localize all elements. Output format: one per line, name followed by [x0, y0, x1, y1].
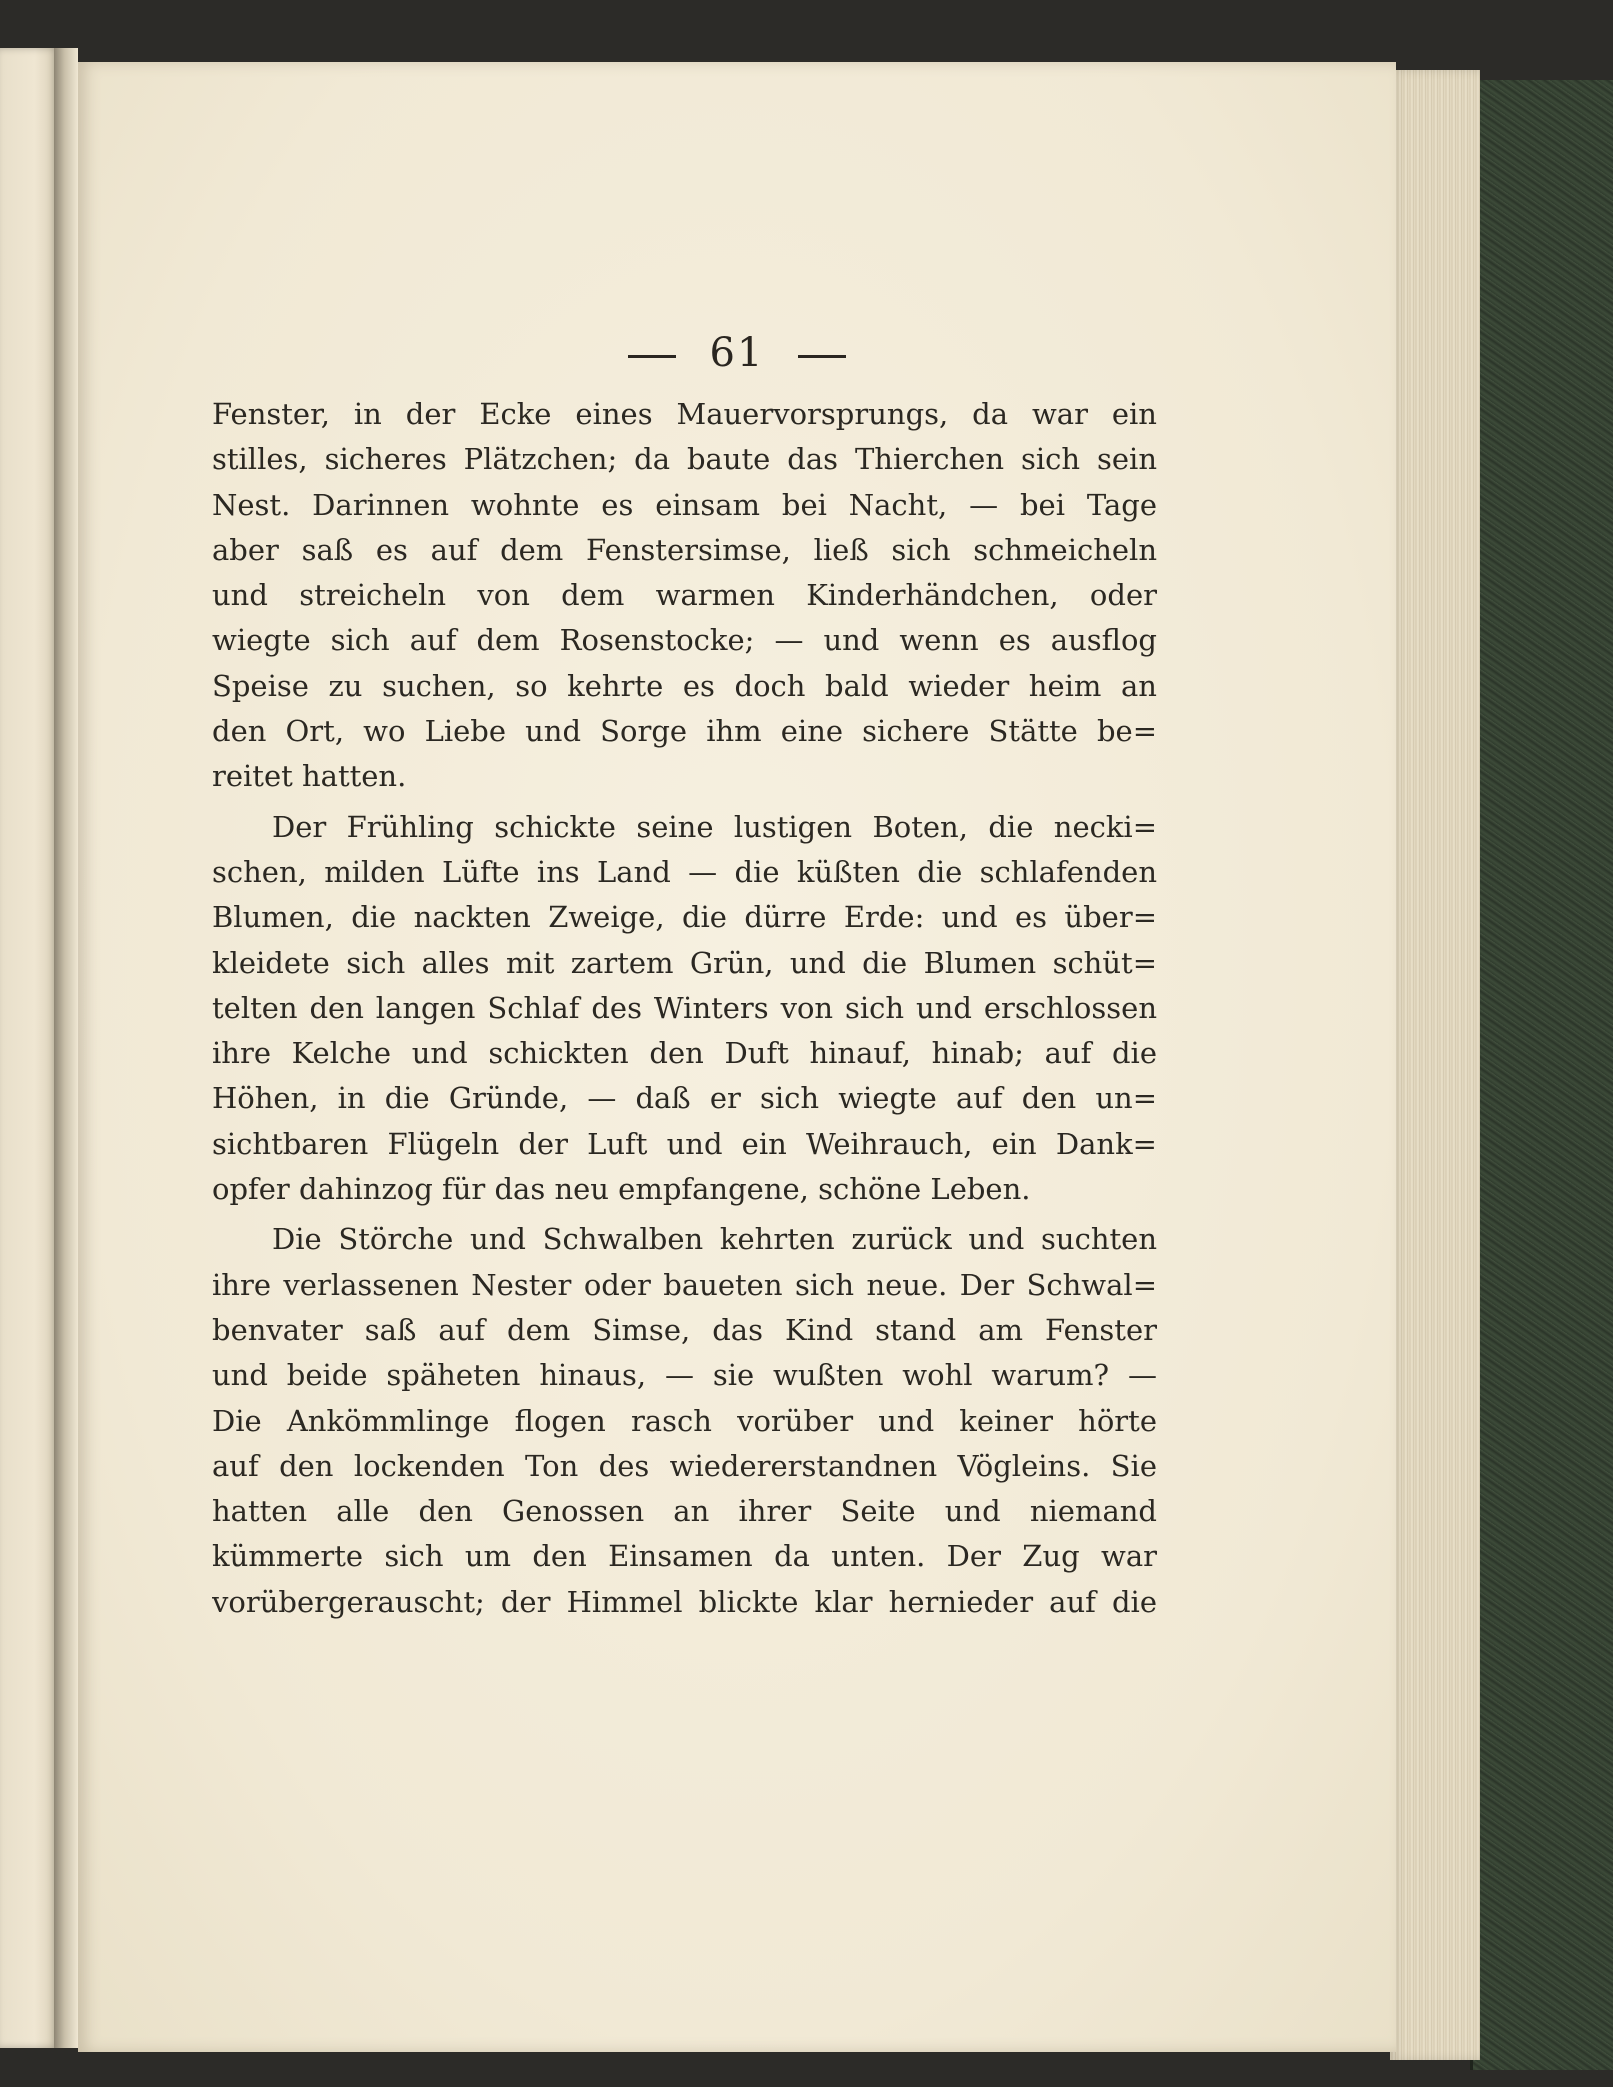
page-block-edges [1390, 70, 1480, 2060]
text-line: vorübergerauscht; der Himmel blickte klar hernieder auf die [212, 1584, 1157, 1619]
book-gutter [54, 48, 78, 2048]
text-line: sichtbaren Flügeln der Luft und ein Weihrauch, ein Dank= [212, 1126, 1157, 1161]
text-line: ihre verlassenen Nester oder baueten sich neue. Der Schwal= [212, 1267, 1157, 1302]
text-line: Fenster, in der Ecke eines Mauervorsprungs, da war ein [212, 397, 1157, 431]
body-text [212, 392, 1157, 1625]
text-line: wiegte sich auf dem Rosenstocke; — und wenn es ausflog [212, 623, 1157, 658]
text-line: Blumen, die nackten Zweige, die dürre Erde: und es über= [212, 900, 1157, 935]
text-line: benvater saß auf dem Simse, das Kind stand am Fenster [212, 1312, 1157, 1347]
previous-page-edge [0, 48, 58, 2048]
text-line: schen, milden Lüfte ins Land — die küßten die schlafenden [212, 854, 1157, 889]
text-line: den Ort, wo Liebe und Sorge ihm eine sichere Stätte be= [212, 714, 1157, 749]
header-dash-right [798, 355, 846, 358]
text-line: Speise zu suchen, so kehrte es doch bald wieder heim an [212, 668, 1157, 703]
text-line: stilles, sicheres Plätzchen; da baute das Thierchen sich sein [212, 442, 1157, 477]
text-line: Nest. Darinnen wohnte es einsam bei Nacht, — bei Tage [212, 487, 1157, 522]
text-line: telten den langen Schlaf des Winters von sich und erschlossen [212, 990, 1157, 1025]
book-page [78, 62, 1396, 2052]
text-line: reitet hatten. [212, 759, 407, 794]
header-dash-left [628, 355, 676, 358]
text-line: kleidete sich alles mit zartem Grün, und die Blumen schüt= [212, 945, 1157, 980]
text-line: Die Störche und Schwalben kehrten zurück und suchten [272, 1222, 1157, 1257]
text-line: und streicheln von dem warmen Kinderhändchen, oder [212, 578, 1157, 613]
text-line: Höhen, in die Gründe, — daß er sich wiegte auf den un= [212, 1081, 1157, 1116]
text-line: kümmerte sich um den Einsamen da unten. Der Zug war [212, 1539, 1157, 1574]
text-line: Der Frühling schickte seine lustigen Boten, die necki= [272, 809, 1157, 844]
text-line: aber saß es auf dem Fenstersimse, ließ sich schmeicheln [212, 532, 1157, 567]
text-line: opfer dahinzog für das neu empfangene, schöne Leben. [212, 1172, 1031, 1207]
text-line: hatten alle den Genossen an ihrer Seite und niemand [212, 1494, 1157, 1529]
text-line: und beide späheten hinaus, — sie wußten wohl warum? — [212, 1358, 1157, 1393]
text-line: ihre Kelche und schickten den Duft hinauf, hinab; auf die [212, 1036, 1157, 1071]
page-number: 61 [709, 330, 765, 376]
book-cover-board [1470, 80, 1613, 2070]
page-header [78, 330, 1396, 376]
text-line: auf den lockenden Ton des wiedererstandnen Vögleins. Sie [212, 1448, 1157, 1483]
text-line: Die Ankömmlinge flogen rasch vorüber und keiner hörte [212, 1403, 1157, 1438]
